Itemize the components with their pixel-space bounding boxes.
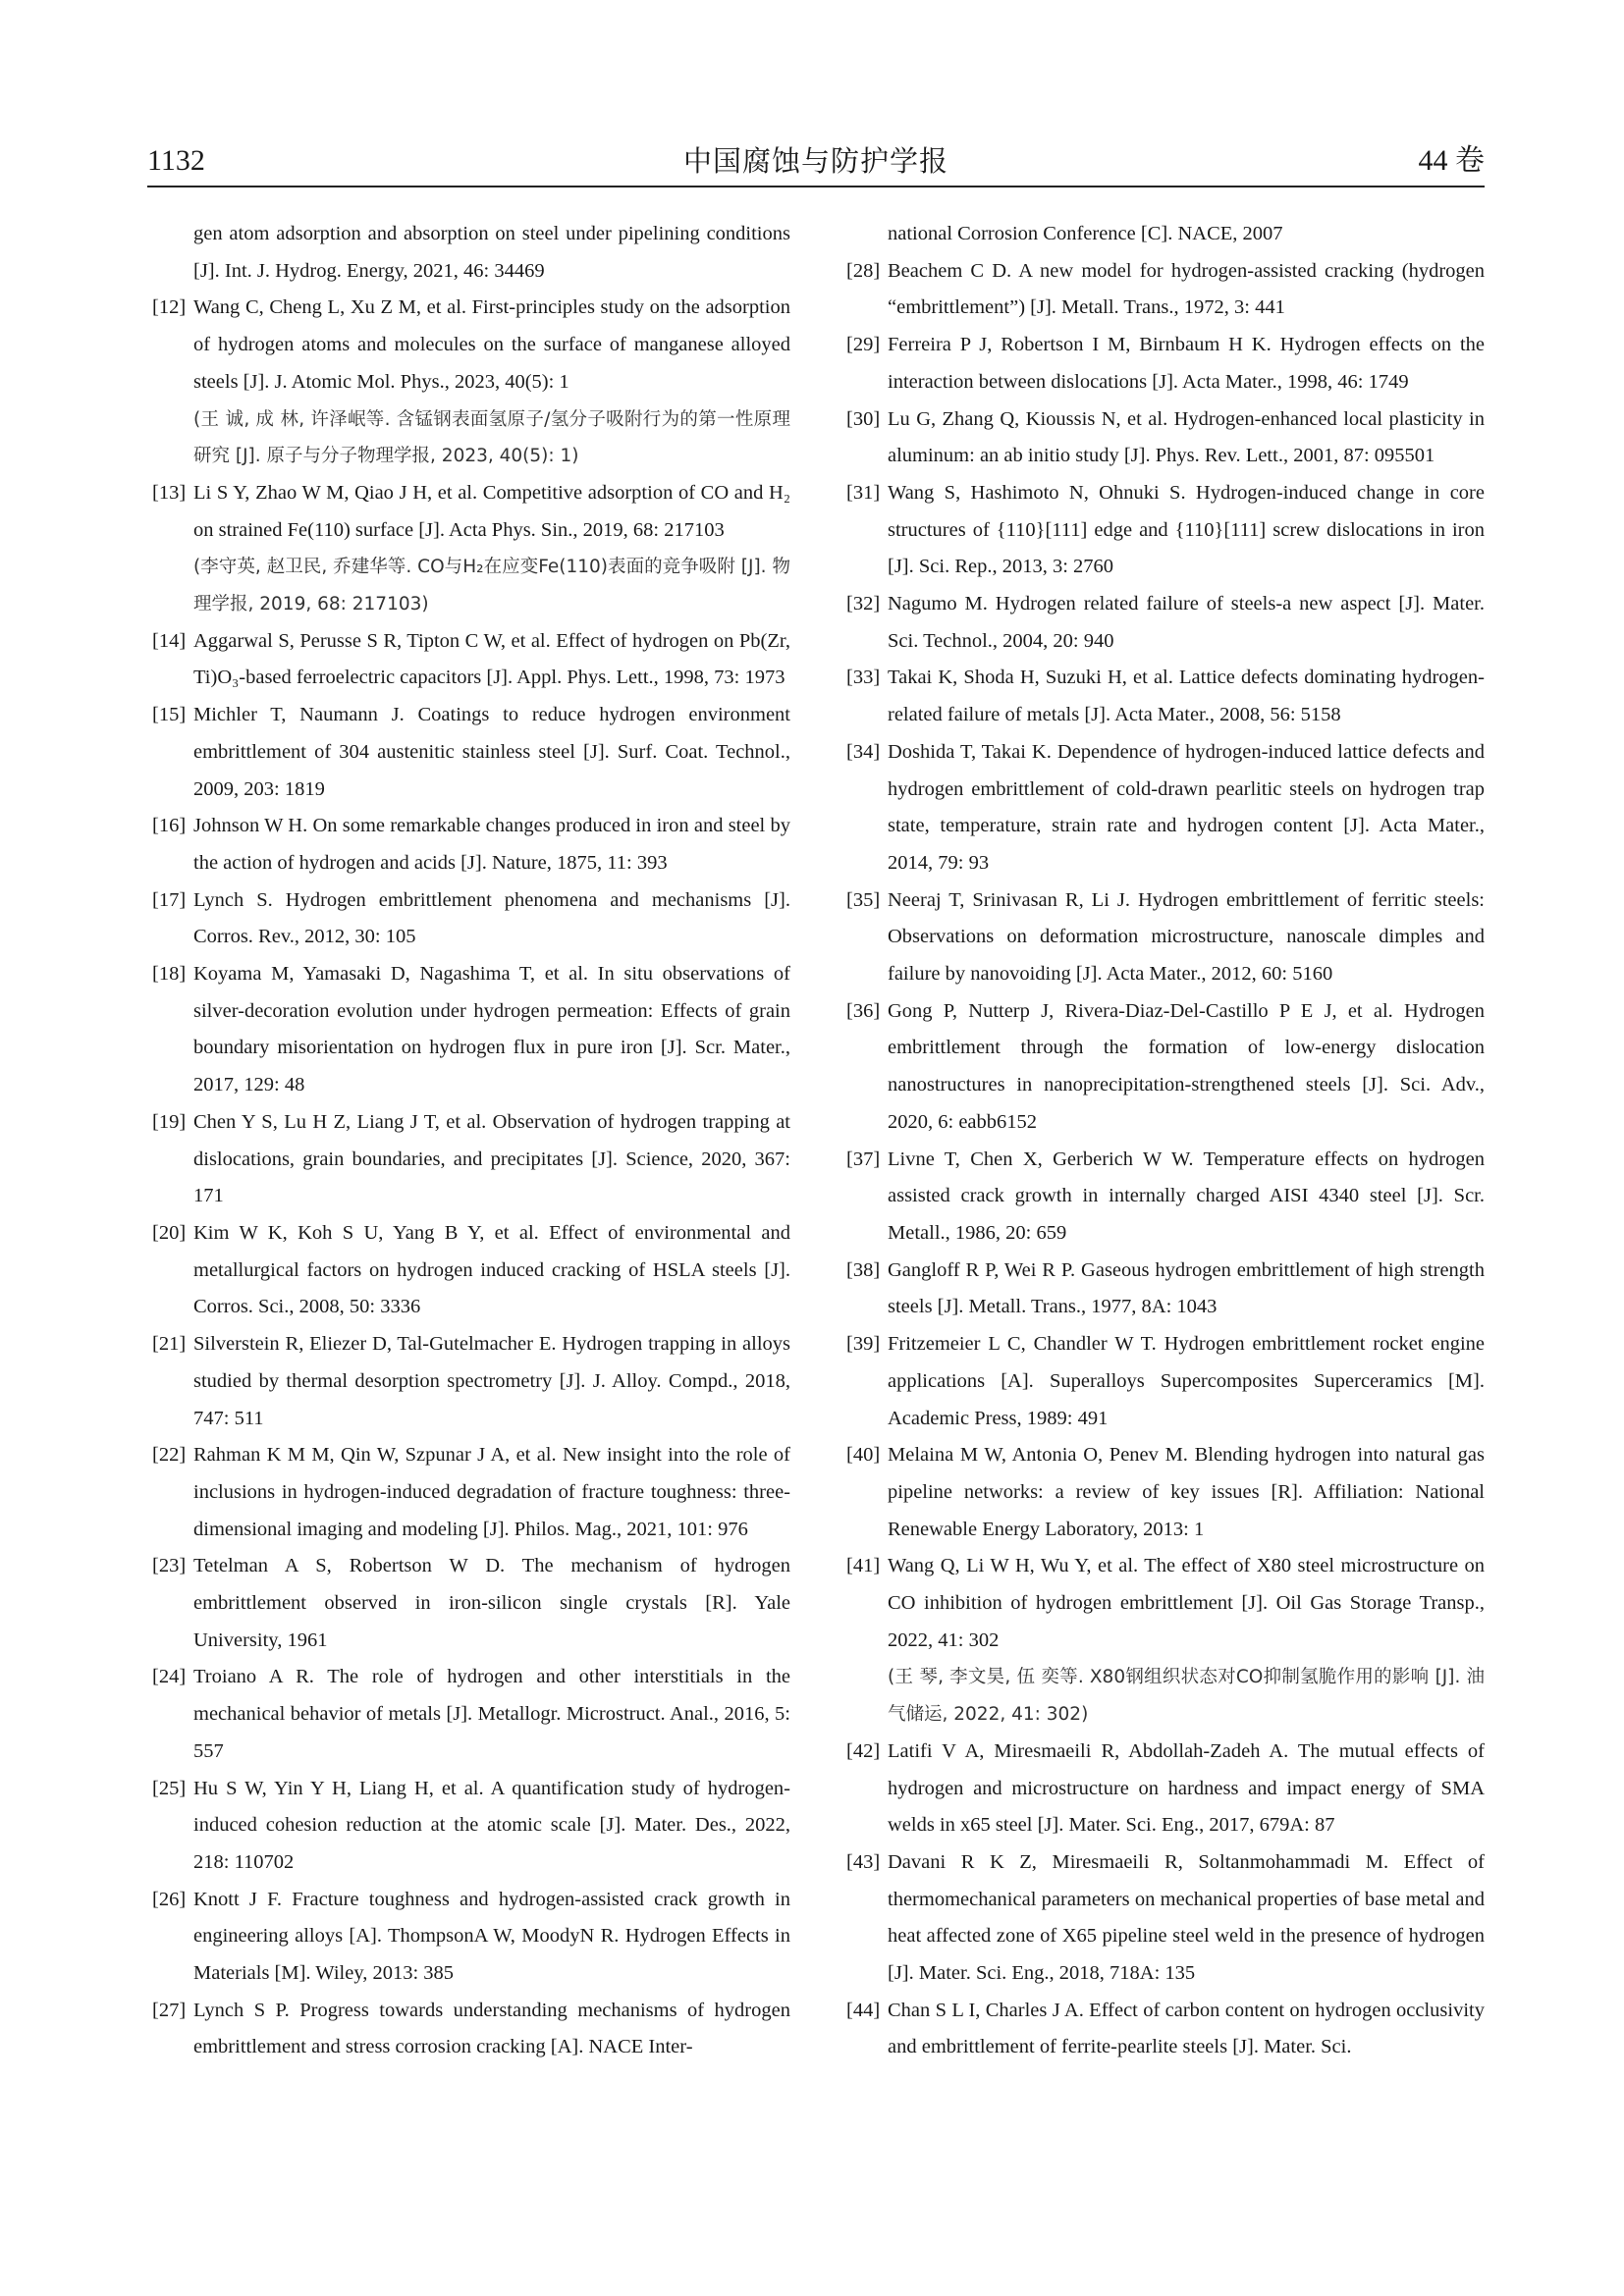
- reference-item: [846, 993, 1485, 1142]
- reference-item: [152, 1882, 790, 1993]
- reference-number: [12]: [152, 296, 187, 319]
- reference-text: Kim W K, Koh S U, Yang B Y, et al. Effect of environmental and metallurgical factors on hydrogen induced cracking of HSLA steels [J]. Corros. Sci., 2008, 50: 3336: [193, 1221, 790, 1318]
- reference-item: [846, 1326, 1485, 1437]
- reference-text: Nagumo M. Hydrogen related failure of steels-a new aspect [J]. Mater. Sci. Technol., 2004, 20: 940: [888, 593, 1485, 652]
- journal-title: 中国腐蚀与防护学报: [682, 144, 948, 178]
- reference-item: [846, 1437, 1485, 1548]
- reference-item: [846, 882, 1485, 993]
- header-divider: [147, 186, 1485, 187]
- reference-number: [16]: [152, 815, 187, 837]
- reference-item: [152, 1437, 790, 1548]
- reference-text: Beachem C D. A new model for hydrogen-assisted cracking (hydrogen “embrittlement”) [J]. Metall. Trans., 1972, 3: 441: [888, 259, 1485, 319]
- reference-text: Tetelman A S, Robertson W D. The mechanism of hydrogen embrittlement observed in iron-silicon single crystals [R]. Yale University, 1961: [193, 1555, 790, 1651]
- reference-item: [846, 1993, 1485, 2066]
- reference-text: Ferreira P J, Robertson I M, Birnbaum H K. Hydrogen effects on the interaction between dislocations [J]. Acta Mater., 1998, 46: 1749: [888, 334, 1485, 393]
- volume-label: 44 卷: [1418, 144, 1485, 177]
- reference-number: [22]: [152, 1444, 187, 1467]
- reference-number: [40]: [846, 1444, 881, 1467]
- reference-item: [846, 1548, 1485, 1734]
- reference-text: Wang Q, Li W H, Wu Y, et al. The effect of X80 steel microstructure on CO inhibition of hydrogen embrittlement [J]. Oil Gas Storage Transp., 2022, 41: 302: [888, 1555, 1485, 1651]
- reference-item: [152, 1993, 790, 2066]
- left-column: [152, 216, 790, 2066]
- reference-text: Lynch S P. Progress towards understanding mechanisms of hydrogen embrittlement and stress corrosion cracking [A]. NACE Inter-: [193, 1999, 790, 2058]
- continuation-text: national Corrosion Conference [C]. NACE, 2007: [888, 223, 1283, 244]
- reference-number: [38]: [846, 1258, 881, 1281]
- reference-text: Melaina M W, Antonia O, Penev M. Blending hydrogen into natural gas pipeline networks: a review of key issues [R]. Affiliation: National Renewable Energy Laboratory, 2013: 1: [888, 1444, 1485, 1540]
- reference-text: Hu S W, Yin Y H, Liang H, et al. A quantification study of hydrogen-induced cohesion reduction at the atomic scale [J]. Mater. Des., 2022, 218: 110702: [193, 1777, 790, 1873]
- reference-item: [846, 1253, 1485, 1326]
- reference-text: Aggarwal S, Perusse S R, Tipton C W, et al. Effect of hydrogen on Pb(Zr, Ti)O₃-based ferroelectric capacitors [J]. Appl. Phys. Lett., 1998, 73: 1973: [193, 629, 790, 689]
- reference-item: [152, 1104, 790, 1215]
- reference-text: Fritzemeier L C, Chandler W T. Hydrogen embrittlement rocket engine applications [A]. Superalloys Supercomposites Superceramics [M]. Academic Press, 1989: 491: [888, 1333, 1485, 1429]
- reference-item: [152, 1659, 790, 1770]
- reference-number: [23]: [152, 1555, 187, 1577]
- reference-item: [152, 1326, 790, 1437]
- reference-number: [25]: [152, 1777, 187, 1799]
- reference-number: [33]: [846, 667, 881, 689]
- reference-text: Wang C, Cheng L, Xu Z M, et al. First-principles study on the adsorption of hydrogen atoms and molecules on the surface of manganese alloyed steels [J]. J. Atomic Mol. Phys., 2023, 40(5): 1: [193, 296, 790, 393]
- reference-item: [846, 253, 1485, 327]
- reference-text: Neeraj T, Srinivasan R, Li J. Hydrogen embrittlement of ferritic steels: Observations on deformation microstructure, nanoscale dimples and failure by nanovoiding [J]. Acta Mater., 2012, 60: 5160: [888, 888, 1485, 986]
- reference-item: [152, 1771, 790, 1882]
- reference-number: [36]: [846, 999, 881, 1022]
- reference-text: Silverstein R, Eliezer D, Tal-Gutelmacher E. Hydrogen trapping in alloys studied by thermal desorption spectrometry [J]. J. Alloy. Compd., 2018, 747: 511: [193, 1333, 790, 1429]
- reference-number: [20]: [152, 1221, 187, 1244]
- reference-number: [35]: [846, 888, 881, 911]
- reference-number: [21]: [152, 1333, 187, 1356]
- reference-text: Michler T, Naumann J. Coatings to reduce hydrogen environment embrittlement of 304 austenitic stainless steel [J]. Surf. Coat. Technol., 2009, 203: 1819: [193, 704, 790, 800]
- reference-text: Gangloff R P, Wei R P. Gaseous hydrogen embrittlement of high strength steels [J]. Metall. Trans., 1977, 8A: 1043: [888, 1258, 1485, 1318]
- reference-item: [152, 808, 790, 881]
- reference-number: [24]: [152, 1666, 187, 1688]
- reference-text: Koyama M, Yamasaki D, Nagashima T, et al. In situ observations of silver-decoration evolution under hydrogen permeation: Effects of grain boundary misorientation on hydrogen flux in pure iron [J]. Scr. Mater., 2017, 129: 48: [193, 963, 790, 1096]
- reference-number: [19]: [152, 1110, 187, 1133]
- reference-number: [18]: [152, 963, 187, 986]
- reference-text: Gong P, Nutterp J, Rivera-Diaz-Del-Castillo P E J, et al. Hydrogen embrittlement through the formation of low-energy dislocation nanostructures in nanoprecipitation-strengthened steels [J]. Sci. Adv., 2020, 6: eabb6152: [888, 999, 1485, 1133]
- reference-number: [37]: [846, 1148, 881, 1170]
- reference-number: [39]: [846, 1333, 881, 1356]
- reference-text: Latifi V A, Miresmaeili R, Abdollah-Zadeh A. The mutual effects of hydrogen and microstructure on hardness and impact energy of SMA welds in x65 steel [J]. Mater. Sci. Eng., 2017, 679A: 87: [888, 1739, 1485, 1837]
- reference-item: [846, 660, 1485, 733]
- reference-item: [846, 586, 1485, 660]
- reference-text: Wang S, Hashimoto N, Ohnuki S. Hydrogen-induced change in core structures of {110}[111] edge and {110}[111] screw dislocations in iron [J]. Sci. Rep., 2013, 3: 2760: [888, 481, 1485, 578]
- reference-item: [846, 1734, 1485, 1844]
- reference-list-left: [152, 290, 790, 2066]
- reference-number: [34]: [846, 740, 881, 763]
- reference-item: [152, 1548, 790, 1659]
- page-header: [147, 137, 1485, 185]
- page-number: 1132: [147, 144, 205, 177]
- reference-text: Johnson W H. On some remarkable changes produced in iron and steel by the action of hydrogen and acids [J]. Nature, 1875, 11: 393: [193, 815, 790, 874]
- reference-number: [27]: [152, 1999, 187, 2021]
- reference-number: [13]: [152, 481, 187, 504]
- reference-number: [44]: [846, 1999, 881, 2021]
- right-column: [846, 216, 1485, 2066]
- reference-number: [29]: [846, 334, 881, 356]
- reference-text: Troiano A R. The role of hydrogen and other interstitials in the mechanical behavior of metals [J]. Metallogr. Microstruct. Anal., 2016, 5: 557: [193, 1666, 790, 1762]
- reference-translation: (李守英, 赵卫民, 乔建华等. CO与H₂在应变Fe(110)表面的竞争吸附 [J]. 物理学报, 2019, 68: 217103): [193, 557, 790, 615]
- reference-text: Davani R K Z, Miresmaeili R, Soltanmohammadi M. Effect of thermomechanical parameters on mechanical properties of base metal and heat affected zone of X65 pipeline steel weld in the presence of hydrogen [J]. Mater. Sci. Eng., 2018, 718A: 135: [888, 1850, 1485, 1985]
- reference-item: [846, 327, 1485, 400]
- reference-item: [846, 401, 1485, 475]
- reference-continuation: [152, 216, 790, 290]
- continuation-text: gen atom adsorption and absorption on steel under pipelining conditions [J]. Int. J. Hydrog. Energy, 2021, 46: 34469: [193, 223, 790, 282]
- reference-number: [17]: [152, 888, 187, 911]
- reference-item: [152, 882, 790, 956]
- reference-text: Chen Y S, Lu H Z, Liang J T, et al. Observation of hydrogen trapping at dislocations, grain boundaries, and precipitates [J]. Science, 2020, 367: 171: [193, 1110, 790, 1207]
- reference-number: [28]: [846, 259, 881, 282]
- reference-number: [42]: [846, 1739, 881, 1762]
- reference-text: Chan S L I, Charles J A. Effect of carbon content on hydrogen occlusivity and embrittlement of ferrite-pearlite steels [J]. Mater. Sci.: [888, 1999, 1485, 2058]
- reference-item: [846, 734, 1485, 882]
- reference-item: [152, 1215, 790, 1326]
- reference-text: Takai K, Shoda H, Suzuki H, et al. Lattice defects dominating hydrogen-related failure of metals [J]. Acta Mater., 2008, 56: 5158: [888, 667, 1485, 726]
- reference-item: [152, 697, 790, 808]
- reference-item: [152, 956, 790, 1104]
- reference-text: Knott J F. Fracture toughness and hydrogen-assisted crack growth in engineering alloys [A]. ThompsonA W, MoodyN R. Hydrogen Effects in Materials [M]. Wiley, 2013: 385: [193, 1888, 790, 1985]
- reference-text: Livne T, Chen X, Gerberich W W. Temperature effects on hydrogen assisted crack growth in internally charged AISI 4340 steel [J]. Scr. Metall., 1986, 20: 659: [888, 1148, 1485, 1244]
- reference-number: [32]: [846, 593, 881, 615]
- reference-item: [846, 1142, 1485, 1253]
- reference-number: [14]: [152, 629, 187, 652]
- reference-number: [26]: [152, 1888, 187, 1910]
- reference-text: Lu G, Zhang Q, Kioussis N, et al. Hydrogen-enhanced local plasticity in aluminum: an ab initio study [J]. Phys. Rev. Lett., 2001, 87: 095501: [888, 407, 1485, 467]
- reference-text: Rahman K M M, Qin W, Szpunar J A, et al. New insight into the role of inclusions in hydrogen-induced degradation of fracture toughness: three-dimensional imaging and modeling [J]. Philos. Mag., 2021, 101: 976: [193, 1444, 790, 1540]
- reference-item: [152, 290, 790, 475]
- reference-number: [15]: [152, 704, 187, 726]
- reference-item: [152, 475, 790, 623]
- reference-text: Doshida T, Takai K. Dependence of hydrogen-induced lattice defects and hydrogen embrittlement of cold-drawn pearlitic steels on hydrogen trap state, temperature, strain rate and hydrogen content [J]. Acta Mater., 2014, 79: 93: [888, 740, 1485, 874]
- reference-translation: (王 诚, 成 林, 许泽岷等. 含锰钢表面氢原子/氢分子吸附行为的第一性原理研究 [J]. 原子与分子物理学报, 2023, 40(5): 1): [193, 408, 790, 467]
- reference-number: [43]: [846, 1850, 881, 1873]
- reference-continuation: [846, 216, 1485, 253]
- reference-text: Lynch S. Hydrogen embrittlement phenomena and mechanisms [J]. Corros. Rev., 2012, 30: 105: [193, 888, 790, 948]
- reference-translation: (王 琴, 李文昊, 伍 奕等. X80钢组织状态对CO抑制氢脆作用的影响 [J]. 油气储运, 2022, 41: 302): [888, 1667, 1485, 1726]
- reference-item: [846, 1844, 1485, 1993]
- reference-number: [30]: [846, 407, 881, 430]
- reference-item: [846, 475, 1485, 586]
- reference-list-right: [846, 253, 1485, 2066]
- reference-number: [31]: [846, 481, 881, 504]
- reference-text: Li S Y, Zhao W M, Qiao J H, et al. Competitive adsorption of CO and H₂ on strained Fe(110) surface [J]. Acta Phys. Sin., 2019, 68: 217103: [193, 481, 790, 541]
- reference-item: [152, 623, 790, 697]
- reference-number: [41]: [846, 1555, 881, 1577]
